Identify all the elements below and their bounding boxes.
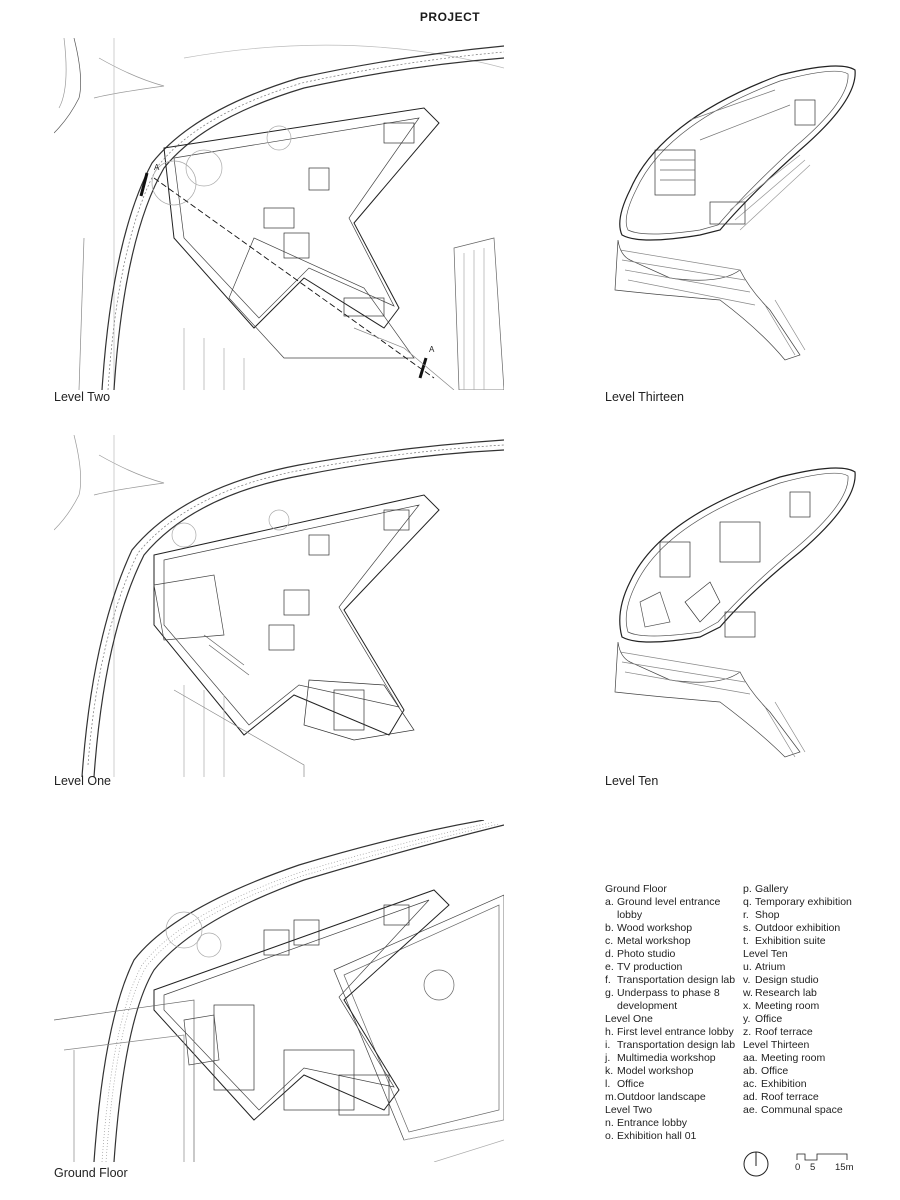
legend-item: [605, 1026, 740, 1039]
legend-item: [743, 1000, 873, 1013]
legend-item-key: ab.: [743, 1065, 758, 1077]
scale-label-5: 5: [810, 1162, 816, 1173]
legend-item: [743, 1065, 873, 1078]
legend-item-key: f.: [605, 974, 611, 986]
legend-item-label: Communal space: [761, 1104, 843, 1116]
legend-item: [605, 987, 740, 1013]
legend-item: [743, 1078, 873, 1091]
legend-item: [743, 909, 873, 922]
caption-level-one: Level One: [54, 774, 111, 788]
legend-item: [605, 922, 740, 935]
legend-item-label: Shop: [755, 909, 780, 921]
caption-ground-floor: Ground Floor: [54, 1166, 128, 1180]
legend-item-key: h.: [605, 1026, 614, 1038]
legend-item: [743, 1013, 873, 1026]
legend-item-key: g.: [605, 987, 614, 999]
legend-item-key: x.: [743, 1000, 752, 1012]
legend-item: [605, 1039, 740, 1052]
legend-heading: Ground Floor: [605, 883, 667, 895]
caption-level-ten: Level Ten: [605, 774, 659, 788]
legend-item-label: Exhibition hall 01: [617, 1130, 697, 1142]
legend-item-key: k.: [605, 1065, 614, 1077]
legend-item: [605, 1065, 740, 1078]
legend-item: [743, 935, 873, 948]
caption-level-two: Level Two: [54, 390, 111, 404]
legend-item-key: z.: [743, 1026, 752, 1038]
legend-item-key: u.: [743, 961, 752, 973]
legend-item-key: a.: [605, 896, 614, 908]
caption-level-thirteen: Level Thirteen: [605, 390, 684, 404]
legend-item-key: e.: [605, 961, 614, 973]
legend-heading: Level Thirteen: [743, 1039, 810, 1051]
legend-item-key: q.: [743, 896, 752, 908]
legend-item: [605, 1091, 740, 1104]
legend-item: [743, 974, 873, 987]
legend-column-1: [605, 883, 740, 1143]
legend-item-key: v.: [743, 974, 751, 986]
legend-item-label: Multimedia workshop: [617, 1052, 716, 1064]
legend-item-label: Metal workshop: [617, 935, 691, 947]
section-mark-label: A: [154, 163, 160, 172]
legend-item: [605, 1078, 740, 1091]
legend-heading: Level Ten: [743, 948, 788, 960]
legend-item: [743, 883, 873, 896]
legend-item: [743, 1091, 873, 1104]
legend-item-key: ad.: [743, 1091, 758, 1103]
section-mark-label: A: [429, 345, 435, 354]
plan-level-two: [54, 38, 504, 390]
legend-item-key: c.: [605, 935, 614, 947]
legend-item-key: s.: [743, 922, 752, 934]
legend-item-key: n.: [605, 1117, 614, 1129]
legend-item-label: Research lab: [755, 987, 817, 999]
legend-item-key: j.: [605, 1052, 611, 1064]
legend-item-label: Gallery: [755, 883, 789, 895]
legend-item-key: aa.: [743, 1052, 758, 1064]
legend-item-key: o.: [605, 1130, 614, 1142]
legend-item-label: Roof terrace: [761, 1091, 819, 1103]
scale-label-0: 0: [795, 1162, 801, 1173]
legend-item-label: Transportation design lab: [617, 1039, 736, 1051]
legend-item: [605, 961, 740, 974]
legend-item: [605, 1052, 740, 1065]
legend-item-label: Model workshop: [617, 1065, 694, 1077]
legend-item-label: Office: [755, 1013, 783, 1025]
scale-bar: [795, 1150, 855, 1178]
plan-level-ten: [600, 462, 860, 767]
legend-item-label: Exhibition: [761, 1078, 807, 1090]
legend-item-label: Ground level entrance lobby: [617, 896, 721, 921]
legend-item-key: w.: [743, 987, 753, 999]
legend-item-label: Transportation design lab: [617, 974, 736, 986]
legend-item: [605, 948, 740, 961]
legend-item-key: i.: [605, 1039, 611, 1051]
legend-item-key: ae.: [743, 1104, 758, 1116]
legend-item-key: l.: [605, 1078, 611, 1090]
legend-item-label: Outdoor landscape: [617, 1091, 706, 1103]
north-arrow-icon: [742, 1150, 770, 1183]
legend-item-label: Entrance lobby: [617, 1117, 688, 1129]
legend-heading: Level One: [605, 1013, 653, 1025]
legend-item: [743, 961, 873, 974]
legend-item-key: m.: [605, 1091, 617, 1103]
legend-item: [605, 974, 740, 987]
scale-label-15m: 15m: [835, 1162, 854, 1173]
legend-item: [743, 1052, 873, 1065]
legend-item: [605, 896, 740, 922]
legend-item-label: Office: [617, 1078, 645, 1090]
legend-item: [743, 896, 873, 909]
legend-item-label: Atrium: [755, 961, 786, 973]
legend-item-key: p.: [743, 883, 752, 895]
legend-heading: Level Two: [605, 1104, 653, 1116]
legend-item-label: Exhibition suite: [755, 935, 826, 947]
page-title: PROJECT: [419, 10, 481, 24]
legend-item: [605, 1117, 740, 1130]
legend-item: [605, 1130, 740, 1143]
legend-item-key: t.: [743, 935, 749, 947]
legend-item: [743, 1026, 873, 1039]
legend-item-key: b.: [605, 922, 614, 934]
legend-column-2: [743, 883, 873, 1117]
legend-item-label: First level entrance lobby: [617, 1026, 734, 1038]
plan-level-thirteen: [600, 60, 860, 365]
legend-item-label: Photo studio: [617, 948, 676, 960]
legend-item-label: Design studio: [755, 974, 819, 986]
legend-item-key: ac.: [743, 1078, 758, 1090]
legend-item-label: Meeting room: [761, 1052, 826, 1064]
legend-item: [605, 935, 740, 948]
legend-item-label: Office: [761, 1065, 789, 1077]
legend-item: [743, 1104, 873, 1117]
legend-item-key: y.: [743, 1013, 751, 1025]
legend-item-label: TV production: [617, 961, 683, 973]
plan-ground-floor: [54, 820, 504, 1162]
legend-item-label: Meeting room: [755, 1000, 820, 1012]
plan-level-one: [54, 435, 504, 777]
legend-item-key: d.: [605, 948, 614, 960]
legend-item-key: r.: [743, 909, 749, 921]
legend-item-label: Underpass to phase 8 development: [617, 987, 720, 1012]
legend-item: [743, 987, 873, 1000]
legend-item-label: Roof terrace: [755, 1026, 813, 1038]
legend-item-label: Temporary exhibition: [755, 896, 852, 908]
legend-item-label: Wood workshop: [617, 922, 693, 934]
legend-item-label: Outdoor exhibition: [755, 922, 841, 934]
legend-item: [743, 922, 873, 935]
